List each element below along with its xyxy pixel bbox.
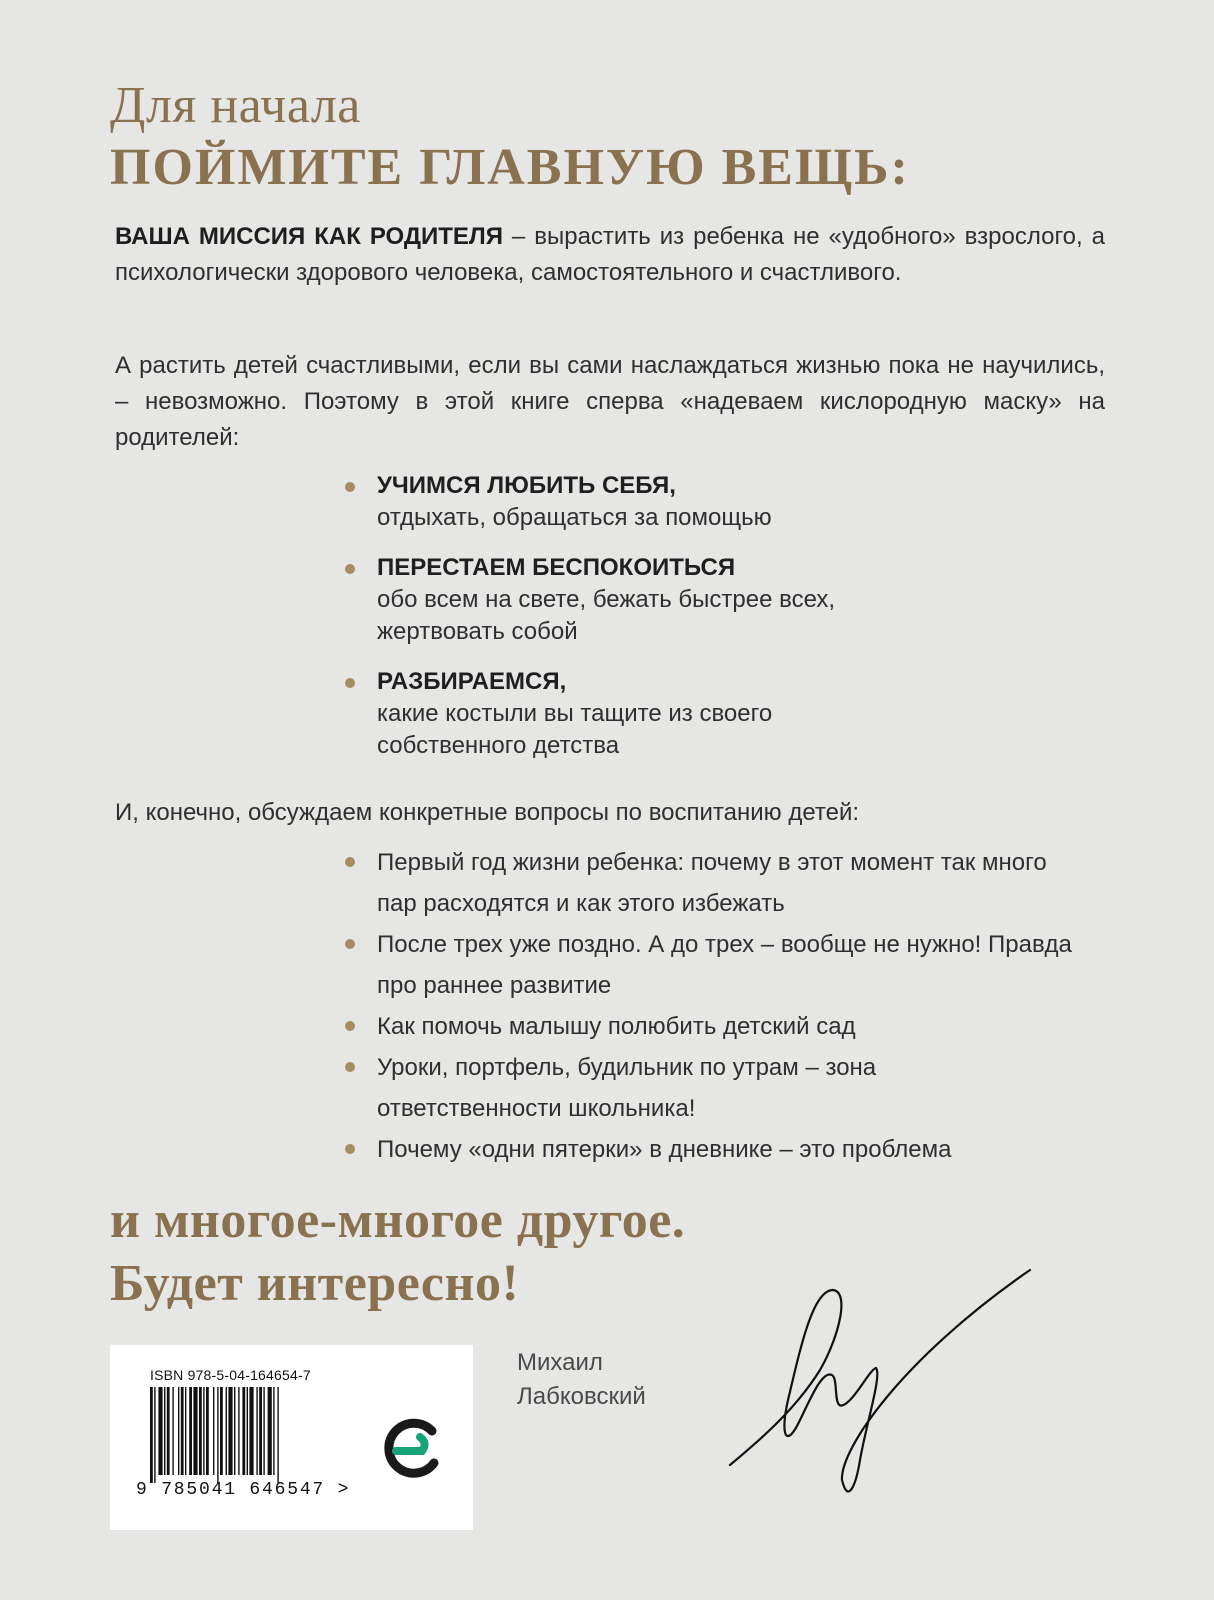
closing-line-2: Будет интересно! — [110, 1255, 520, 1312]
topic-text: Почему «одни пятерки» в дневнике – это проблема — [377, 1136, 952, 1163]
author-first-name: Михаил — [517, 1349, 603, 1376]
barcode-bar — [234, 1387, 235, 1475]
bullet-icon — [345, 1144, 355, 1154]
barcode-bar — [213, 1387, 214, 1475]
barcode-bar — [158, 1387, 162, 1475]
list-item — [345, 470, 937, 534]
author-name — [517, 1346, 646, 1414]
self-care-list — [345, 470, 937, 780]
barcode-bar — [167, 1387, 170, 1475]
barcode-bar — [154, 1387, 155, 1483]
isbn-label: ISBN 978-5-04-164654-7 — [150, 1367, 311, 1383]
list-item — [345, 842, 1057, 924]
barcode-bar — [226, 1387, 227, 1475]
signature-icon — [700, 1250, 1040, 1510]
bullet-icon — [345, 1021, 355, 1031]
topic-text: Уроки, портфель, будильник по утрам – зона ответственности школьника! — [377, 1054, 877, 1122]
topic-text: Как помочь малышу полюбить детский сад — [377, 1013, 856, 1040]
heading-main: ПОЙМИТЕ ГЛАВНУЮ ВЕЩЬ: — [110, 139, 910, 196]
barcode-bar — [268, 1387, 272, 1475]
list-item — [345, 666, 937, 762]
barcode-bar — [263, 1387, 264, 1475]
eksmo-logo-icon — [382, 1417, 446, 1481]
heading-intro: Для начала — [110, 77, 361, 134]
barcode-bar — [150, 1387, 153, 1483]
barcode-panel — [110, 1345, 473, 1530]
item-title: ПЕРЕСТАЕМ БЕСПОКОИТЬСЯ — [377, 554, 736, 581]
barcode-bar — [181, 1387, 184, 1475]
barcode-bar — [189, 1387, 192, 1475]
list-item — [345, 1047, 937, 1129]
topic-text: После трех уже поздно. А до трех – вообще не нужно! Правда про раннее развитие — [377, 931, 1072, 999]
list-item — [345, 552, 937, 648]
oxygen-mask-paragraph: А растить детей счастливыми, если вы сами наслаждаться жизнью пока не научились, – невозможно. Поэтому в этой книге сперва «надеваем кислородную маску» на родителей: — [115, 352, 1105, 451]
item-title: УЧИМСЯ ЛЮБИТЬ СЕБЯ, — [377, 472, 676, 499]
closing-line-1: и многое-многое другое. — [110, 1192, 686, 1249]
barcode-digits: 9 785041 646547 > — [136, 1480, 351, 1500]
barcode-bar — [206, 1387, 209, 1475]
bullet-icon — [345, 564, 355, 574]
topics-intro: И, конечно, обсуждаем конкретные вопросы по воспитанию детей: — [115, 799, 860, 826]
barcode-bar — [178, 1387, 179, 1475]
barcode-bar — [185, 1387, 186, 1475]
bullet-icon — [345, 939, 355, 949]
list-item — [345, 924, 1117, 1006]
barcode-bar — [247, 1387, 248, 1475]
topics-list — [345, 842, 1117, 1170]
mission-paragraph — [115, 219, 1105, 291]
barcode-bar — [193, 1387, 197, 1475]
barcode-bar — [164, 1387, 165, 1475]
bullet-icon — [345, 857, 355, 867]
barcode-bar — [256, 1387, 257, 1475]
barcode-bar — [228, 1387, 232, 1475]
bullet-icon — [345, 1062, 355, 1072]
barcode-bar — [199, 1387, 202, 1475]
bullet-icon — [345, 482, 355, 492]
topic-text: Первый год жизни ребенка: почему в этот момент так много пар расходятся и как этого избежать — [377, 849, 1047, 917]
author-last-name: Лабковский — [517, 1383, 646, 1410]
barcode-bar — [203, 1387, 204, 1475]
list-item — [345, 1129, 1117, 1170]
barcode-bar — [273, 1387, 274, 1475]
barcode-bar — [242, 1387, 245, 1475]
barcode-bar — [217, 1387, 218, 1483]
barcode-bar — [238, 1387, 239, 1475]
item-text: отдыхать, обращаться за помощью — [377, 504, 772, 531]
mission-label: ВАША МИССИЯ КАК РОДИТЕЛЯ — [115, 223, 503, 250]
barcode-icon — [150, 1387, 340, 1483]
item-text: обо всем на свете, бежать быстрее всех, жертвовать собой — [377, 586, 836, 645]
list-item — [345, 1006, 1117, 1047]
barcode-bar — [277, 1387, 278, 1483]
barcode-bar — [259, 1387, 262, 1475]
item-title: РАЗБИРАЕМСЯ, — [377, 668, 567, 695]
barcode-bar — [249, 1387, 253, 1475]
item-text: какие костыли вы тащите из своего собственного детства — [377, 700, 773, 759]
mission-text: – вырастить из ребенка не «удобного» взрослого, а психологически здорового человека, самостоятельного и счастливого. — [115, 223, 1105, 286]
barcode-bar — [220, 1387, 223, 1475]
bullet-icon — [345, 678, 355, 688]
barcode-bar — [172, 1387, 173, 1475]
